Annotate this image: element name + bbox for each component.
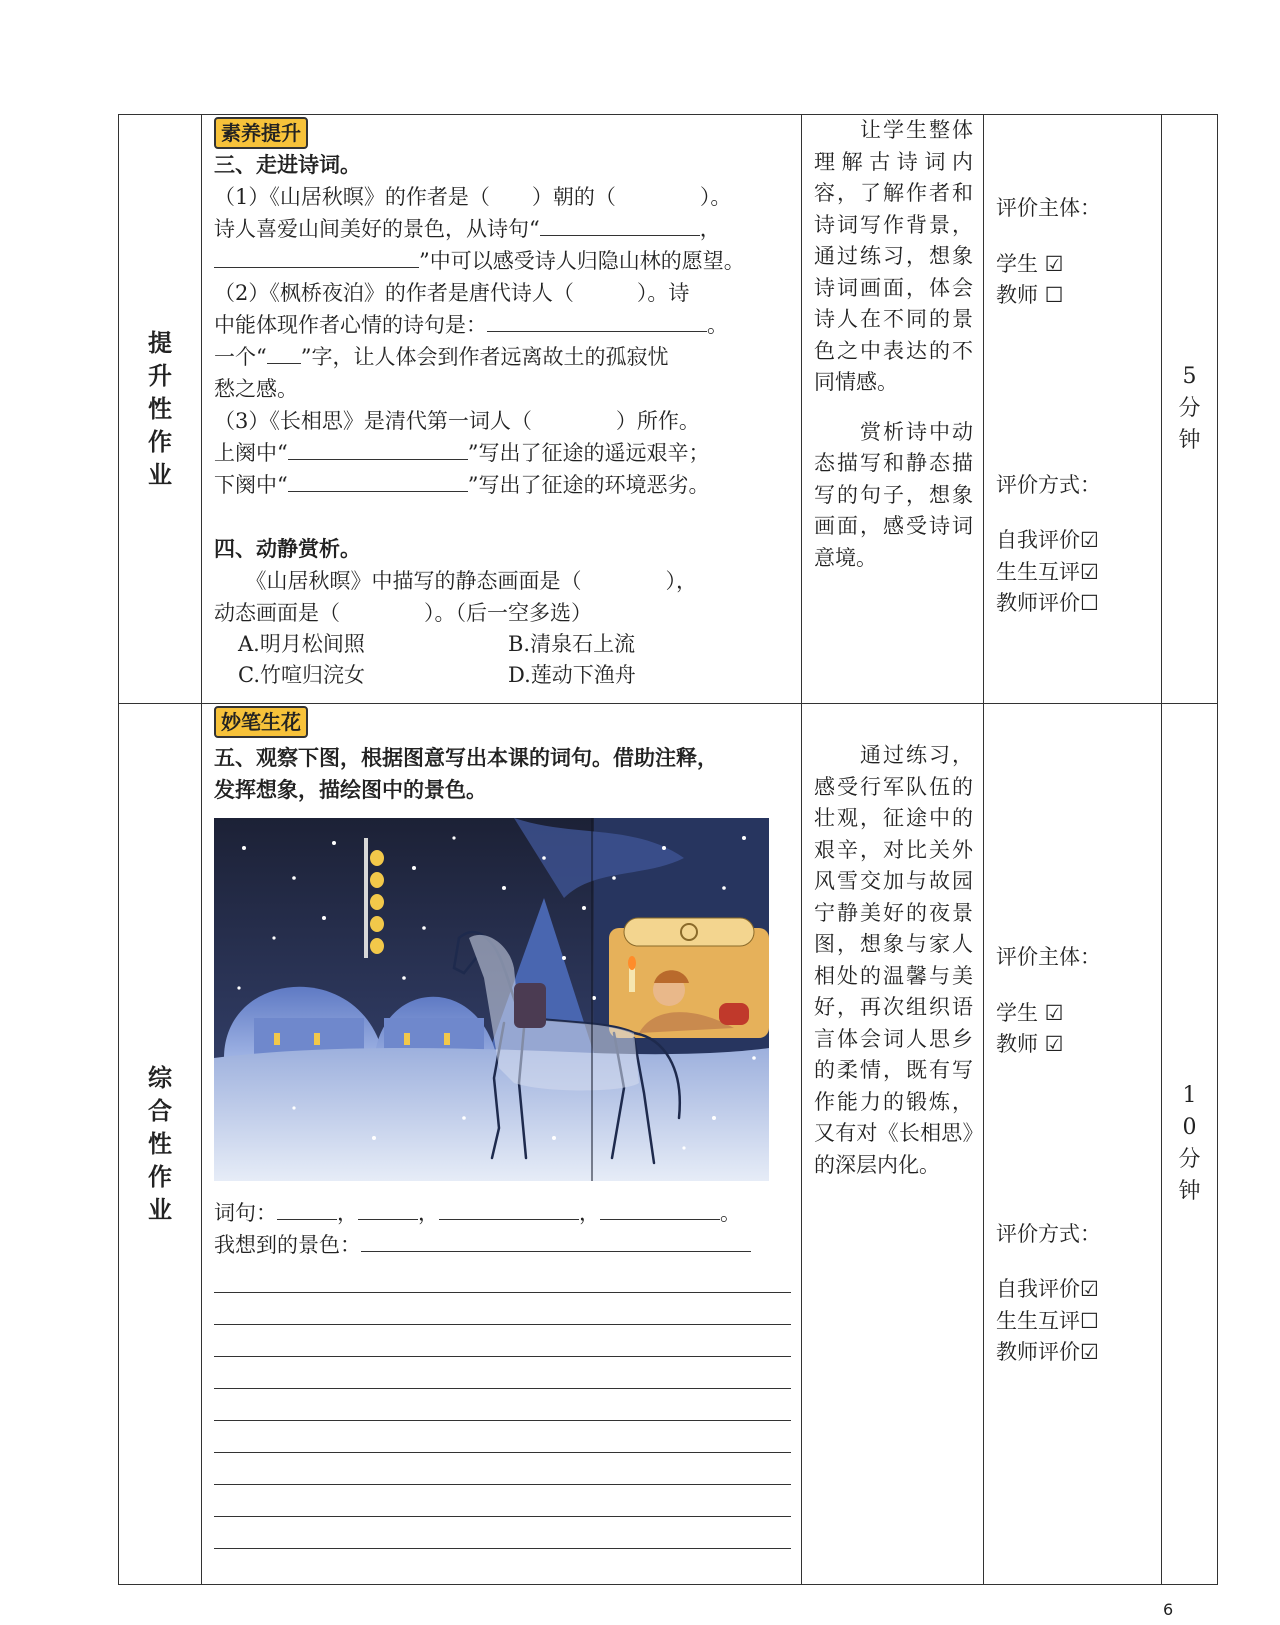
banner-pole bbox=[364, 838, 368, 958]
answer-blank[interactable] bbox=[214, 245, 419, 268]
content-cell bbox=[202, 115, 802, 704]
section-title: 三、走进诗词。 bbox=[214, 153, 361, 177]
eval-subject-student[interactable]: 学生 ☑ bbox=[996, 1000, 1064, 1025]
goal-cell bbox=[802, 115, 984, 704]
eval-method-label: 评价方式： bbox=[996, 1221, 1101, 1246]
eval-subject-teacher[interactable]: 教师 ☐ bbox=[996, 283, 1064, 307]
eval-subject-teacher[interactable]: 教师 ☑ bbox=[996, 1032, 1064, 1056]
eval-method-label: 评价方式： bbox=[996, 472, 1101, 497]
writing-line[interactable] bbox=[214, 1357, 791, 1389]
content-cell bbox=[202, 704, 802, 1585]
option-a: A.明月松间照 bbox=[238, 632, 365, 656]
section-title: 四、动静赏析。 bbox=[214, 537, 361, 561]
eval-method-self[interactable]: 自我评价☑ bbox=[996, 1277, 1099, 1301]
snow-ground bbox=[214, 1048, 769, 1181]
time-cell bbox=[1162, 704, 1218, 1585]
words-line: 词句： ， ， ， 。 bbox=[214, 1197, 791, 1229]
writing-line[interactable] bbox=[214, 1421, 791, 1453]
goal-text: 赏析诗中动态描写和静态描写的句子，想象画面，感受诗词意境。 bbox=[814, 419, 973, 570]
question-text: （1）《山居秋暝》的作者是（ ）朝的（ ）。 bbox=[214, 185, 732, 209]
illustration-image bbox=[214, 818, 769, 1181]
option-d: D.莲动下渔舟 bbox=[508, 663, 636, 687]
category-label: 综合性作业 bbox=[148, 1063, 172, 1224]
table-row bbox=[119, 704, 1218, 1585]
goal-cell bbox=[802, 704, 984, 1585]
eval-method-peer[interactable]: 生生互评☐ bbox=[996, 1308, 1099, 1333]
options-list bbox=[214, 629, 791, 691]
eval-subject-label: 评价主体： bbox=[996, 196, 1101, 220]
question-text: 中能体现作者心情的诗句是： 。 bbox=[214, 309, 791, 341]
question-text: 上阕中“ ”写出了征途的遥远艰辛； bbox=[214, 437, 791, 469]
eval-method-self[interactable]: 自我评价☑ bbox=[996, 528, 1099, 552]
eval-subject-label: 评价主体： bbox=[996, 945, 1101, 969]
answer-blank[interactable] bbox=[288, 469, 468, 492]
writing-line[interactable] bbox=[214, 1261, 791, 1293]
question-text: 诗人喜爱山间美好的景色，从诗句“ ， bbox=[214, 213, 791, 245]
answer-blank[interactable] bbox=[361, 1229, 751, 1252]
answer-blank[interactable] bbox=[267, 341, 301, 364]
evaluation-cell bbox=[984, 115, 1162, 704]
answer-blank[interactable] bbox=[487, 309, 707, 332]
goal-text: 让学生整体理解古诗词内容，了解作者和诗词写作背景，通过练习，想象诗词画面，体会诗人在不同的景色之中表达的不同情感。 bbox=[814, 118, 973, 394]
writing-line[interactable] bbox=[214, 1389, 791, 1421]
candle bbox=[629, 968, 635, 992]
eval-method-peer[interactable]: 生生互评☑ bbox=[996, 559, 1099, 584]
candle-flame bbox=[628, 956, 636, 970]
question-text: 动态画面是（ ）。（后一空多选） bbox=[214, 601, 592, 625]
category-cell bbox=[119, 115, 202, 704]
saddle bbox=[514, 983, 546, 1028]
category-cell bbox=[119, 704, 202, 1585]
eval-method-teacher[interactable]: 教师评价☑ bbox=[996, 1340, 1099, 1364]
eval-subject-student[interactable]: 学生 ☑ bbox=[996, 251, 1064, 276]
section-title: 五、观察下图，根据图意写出本课的词句。借助注释， bbox=[214, 746, 718, 770]
question-text: 一个“ ”字，让人体会到作者远离故土的孤寂忧 bbox=[214, 341, 791, 373]
section-title: 发挥想象，描绘图中的景色。 bbox=[214, 778, 487, 802]
answer-blank[interactable] bbox=[439, 1197, 579, 1220]
homework-table bbox=[118, 114, 1218, 1585]
writing-line[interactable] bbox=[214, 1517, 791, 1549]
answer-blank[interactable] bbox=[600, 1197, 720, 1220]
question-text: （2）《枫桥夜泊》的作者是唐代诗人（ ）。诗 bbox=[214, 281, 690, 305]
question-text: ”中可以感受诗人归隐山林的愿望。 bbox=[214, 245, 791, 277]
section-tag: 素养提升 bbox=[214, 117, 308, 149]
answer-blank[interactable] bbox=[358, 1197, 418, 1220]
question-text: （3）《长相思》是清代第一词人（ ）所作。 bbox=[214, 409, 700, 433]
writing-line[interactable] bbox=[214, 1293, 791, 1325]
section-tag: 妙笔生花 bbox=[214, 706, 308, 738]
time-label: 10分钟 bbox=[1178, 1083, 1201, 1204]
answer-blank[interactable] bbox=[288, 437, 468, 460]
evaluation-cell bbox=[984, 704, 1162, 1585]
goal-text: 通过练习，感受行军队伍的壮观，征途中的艰辛，对比关外风雪交加与故园宁静美好的夜景图，想象与家人相处的温馨与美好，再次组织语言体会词人思乡的柔情，既有写作能力的锻炼，又有对《长相思》的深层内化。 bbox=[814, 743, 973, 1177]
answer-blank[interactable] bbox=[277, 1197, 337, 1220]
table-row bbox=[119, 115, 1218, 704]
option-c: C.竹喧归浣女 bbox=[238, 663, 365, 687]
writing-line[interactable] bbox=[214, 1325, 791, 1357]
page-number: 6 bbox=[1163, 1600, 1174, 1619]
answer-blank[interactable] bbox=[540, 213, 700, 236]
eval-method-teacher[interactable]: 教师评价☐ bbox=[996, 591, 1099, 615]
pillow bbox=[719, 1003, 749, 1025]
question-text: 下阕中“ ”写出了征途的环境恶劣。 bbox=[214, 469, 791, 501]
writing-line[interactable] bbox=[214, 1453, 791, 1485]
imagine-line: 我想到的景色： bbox=[214, 1229, 791, 1261]
time-cell bbox=[1162, 115, 1218, 704]
question-text: 愁之感。 bbox=[214, 377, 298, 401]
writing-line[interactable] bbox=[214, 1485, 791, 1517]
option-b: B.清泉石上流 bbox=[508, 632, 636, 656]
category-label: 提升性作业 bbox=[148, 328, 172, 489]
question-text: 《山居秋暝》中描写的静态画面是（ ）， bbox=[214, 569, 697, 593]
time-label: 5分钟 bbox=[1178, 364, 1201, 453]
scroll-roll bbox=[624, 918, 754, 946]
